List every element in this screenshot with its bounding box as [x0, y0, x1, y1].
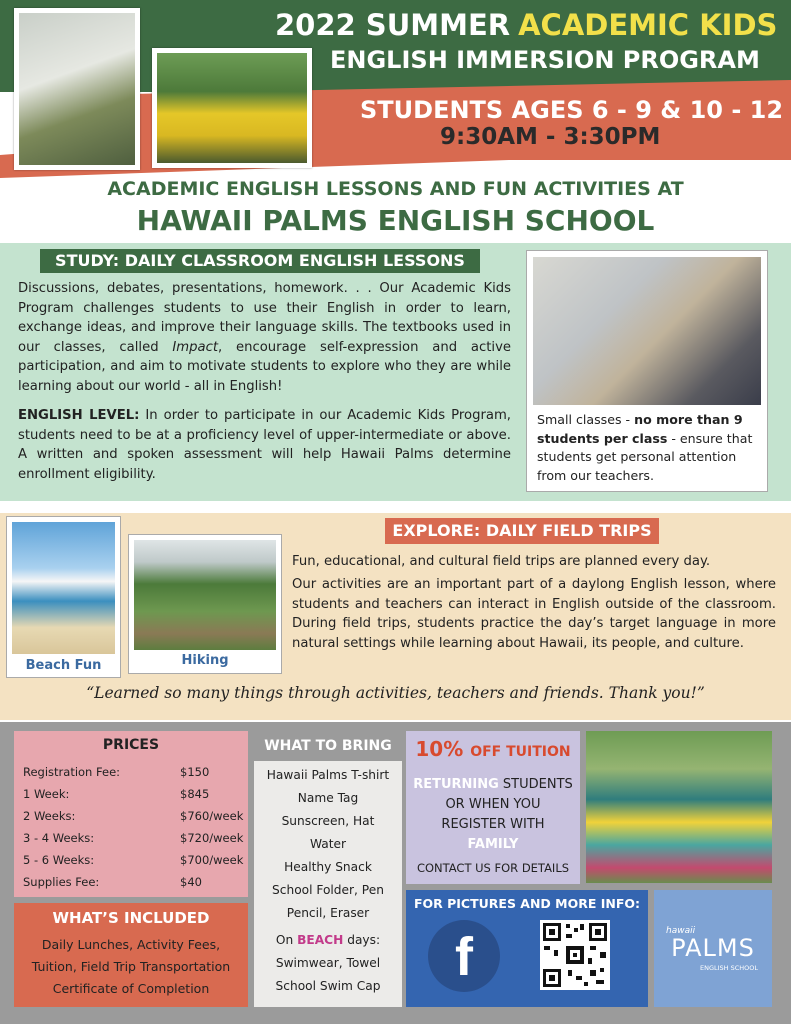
- hiking-photo-card: [128, 534, 282, 674]
- what-to-bring-box: [254, 731, 402, 1007]
- explore-intro: Fun, educational, and cultural field trips are planned every day.: [292, 554, 711, 569]
- hiking-photo: [134, 540, 276, 650]
- study-paragraph: Discussions, debates, presentations, homework. . . Our Academic Kids Program challenges students to use their English in order to learn, exchange ideas, and improve their language skills. The textbooks used in our classes, called Impact, encourage self-expression and active participation, and aim to motivate students to explore who they are while learning about our world - all in English!: [18, 281, 511, 394]
- logo-tagline: ENGLISH SCHOOL: [699, 964, 758, 972]
- facebook-icon[interactable]: [428, 920, 500, 992]
- discount-line: REGISTER WITH: [441, 817, 545, 832]
- bring-item: Healthy Snack: [284, 860, 372, 874]
- bring-item: School Folder, Pen: [272, 883, 384, 897]
- program-subtitle: ENGLISH IMMERSION PROGRAM: [330, 46, 760, 74]
- prices-title: PRICES: [102, 737, 160, 753]
- hawaii-palms-logo: [654, 890, 772, 1007]
- discount-family: FAMILY: [467, 837, 519, 852]
- included-box: [14, 903, 248, 1007]
- bring-item: Swimwear, Towel: [275, 956, 381, 970]
- explore-paragraph: Our activities are an important part of a daylong English lesson, where students and teachers can interact in English outside of the classroom. During field trips, students practice the day’s target language in more natural settings while learning about Hawaii, its people, and culture.: [292, 577, 776, 651]
- price-row: 5 - 6 Weeks: $700/week: [23, 853, 244, 867]
- testimonial-quote: “Learned so many things through activities, teachers and friends. Thank you!”: [86, 684, 705, 702]
- explore-heading: EXPLORE: DAILY FIELD TRIPS: [385, 518, 659, 544]
- included-line: Certificate of Completion: [52, 981, 210, 996]
- students-lawn-photo: [586, 731, 772, 883]
- program-title: 2022 SUMMER ACADEMIC KIDS: [275, 8, 778, 42]
- facebook-glyph: f: [455, 927, 473, 987]
- intro-line: ACADEMIC ENGLISH LESSONS AND FUN ACTIVITIES AT: [107, 178, 684, 200]
- study-heading: STUDY: DAILY CLASSROOM ENGLISH LESSONS: [40, 249, 480, 273]
- beach-photo-card: [6, 516, 121, 678]
- bring-item: School Swim Cap: [275, 979, 381, 993]
- beach-days-label: On BEACH days:: [275, 933, 381, 947]
- time-text: 9:30AM - 3:30PM: [440, 124, 661, 150]
- price-row: Registration Fee: $150: [23, 765, 210, 779]
- bring-item: Hawaii Palms T-shirt: [266, 768, 390, 782]
- discount-contact: CONTACT US FOR DETAILS: [416, 861, 570, 875]
- study-caption: Small classes - no more than 9 students per class - ensure that students get personal attention from our teachers.: [537, 412, 753, 483]
- discount-title: 10% OFF TUITION: [415, 737, 571, 761]
- beach-photo: [12, 522, 115, 654]
- classroom-photo: [14, 8, 140, 170]
- bring-item: Sunscreen, Hat: [281, 814, 375, 828]
- group-photo: [152, 48, 312, 168]
- info-box: [406, 890, 648, 1007]
- included-line: Tuition, Field Trip Transportation: [31, 959, 231, 974]
- school-name: HAWAII PALMS ENGLISH SCHOOL: [136, 204, 655, 237]
- study-photo-card: [526, 250, 768, 492]
- bring-item: Water: [309, 837, 347, 851]
- ages-text: STUDENTS AGES 6 - 9 & 10 - 12: [360, 96, 784, 124]
- logo-small-text: hawaii: [666, 926, 696, 936]
- discount-line: OR WHEN YOU: [445, 797, 541, 812]
- price-row: 1 Week: $845: [23, 787, 210, 801]
- info-title: FOR PICTURES AND MORE INFO:: [413, 896, 641, 911]
- discount-box: [406, 731, 580, 884]
- bring-heading: WHAT TO BRING: [254, 731, 402, 761]
- included-title: WHAT’S INCLUDED: [52, 909, 210, 927]
- bring-item: Name Tag: [297, 791, 359, 805]
- hiking-caption: Hiking: [181, 653, 229, 668]
- logo-main-text: PALMS: [671, 934, 755, 962]
- bring-item: Pencil, Eraser: [286, 906, 370, 920]
- qr-code-icon: [540, 920, 610, 990]
- discount-line: RETURNING STUDENTS: [413, 777, 573, 792]
- price-row: Supplies Fee: $40: [23, 875, 202, 889]
- beach-caption: Beach Fun: [25, 658, 102, 673]
- included-line: Daily Lunches, Activity Fees,: [41, 937, 221, 952]
- tutor-photo: [533, 257, 761, 405]
- price-row: 2 Weeks: $760/week: [23, 809, 244, 823]
- prices-box: [14, 731, 248, 897]
- price-row: 3 - 4 Weeks: $720/week: [23, 831, 244, 845]
- english-level-paragraph: ENGLISH LEVEL: In order to participate in our Academic Kids Program, students need to be at a proficiency level of upper-intermediate or above. A written and spoken assessment will help Hawaii Palms determine enrollment eligibility.: [18, 408, 511, 482]
